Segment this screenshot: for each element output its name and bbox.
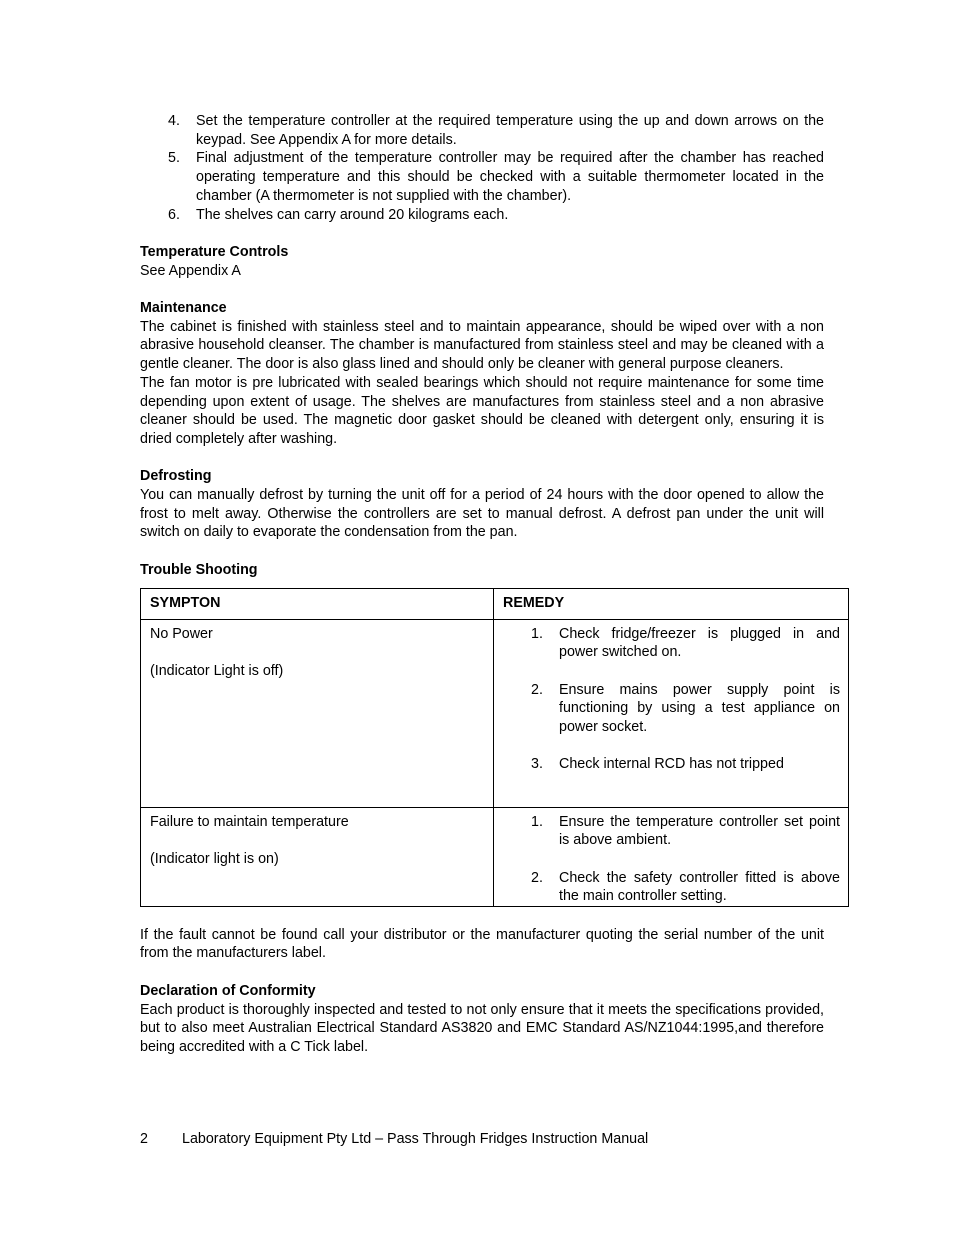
setup-steps-list (140, 112, 824, 224)
declaration-text: Each product is thoroughly inspected and tested to not only ensure that it meets the specifications provided, but to also meet Australian Electrical Standard AS3820 and EMC Standard AS/NZ1044:1995,and therefore being accredited with a C Tick label. (140, 1001, 824, 1055)
list-item-number: 2. (531, 681, 543, 698)
list-item (503, 813, 840, 850)
list-item-text: Ensure mains power supply point is functioning by using a test appliance on power socket. (559, 681, 840, 736)
fault-note: If the fault cannot be found call your distributor or the manufacturer quoting the serial number of the unit from the manufacturers label. (140, 926, 824, 962)
remedy-list (503, 813, 840, 907)
table-row (141, 807, 849, 907)
list-item-number: 2. (531, 869, 543, 886)
indicator-text: (Indicator Light is off) (150, 662, 284, 679)
remedy-column-header: REMEDY (494, 588, 849, 619)
list-item-text: Check internal RCD has not tripped (559, 756, 784, 773)
list-item-number: 6. (168, 206, 180, 223)
list-item-number: 4. (168, 113, 180, 129)
footer-text: Laboratory Equipment Pty Ltd – Pass Through Fridges Instruction Manual (182, 1131, 649, 1147)
symptom-cell (141, 807, 494, 907)
page-content (140, 112, 840, 1057)
trouble-shooting-table (140, 588, 849, 908)
symptom-text: Failure to maintain temperature (150, 813, 349, 830)
list-item-text: Final adjustment of the temperature controller may be required after the chamber has reached operating temperature and this should be checked with a suitable thermometer located in the chamber (A thermometer is not supplied with the chamber). (196, 150, 824, 204)
list-item (503, 625, 840, 662)
page-footer (140, 1130, 840, 1149)
defrosting-heading: Defrosting (140, 468, 212, 485)
symptom-cell (141, 619, 494, 807)
remedy-list (503, 625, 840, 775)
list-item (140, 149, 824, 205)
table-row (141, 619, 849, 807)
list-item-text: Ensure the temperature controller set point is above ambient. (559, 813, 840, 849)
list-item (140, 206, 824, 225)
maintenance-paragraph-2: The fan motor is pre lubricated with sealed bearings which should not require maintenance for some time depending upon extent of usage. The shelves are manufactures from stainless steel and a non abrasive cleaner should be used. The magnetic door gasket should be cleaned with detergent only, ensuring it is dried completely after washing. (140, 374, 824, 447)
symptom-column-header: SYMPTON (141, 588, 494, 619)
list-item (503, 755, 840, 774)
defrosting-text: You can manually defrost by turning the unit off for a period of 24 hours with the door opened to allow the frost to melt away. Otherwise the controllers are set to manual defrost. A defrost pan under the unit will switch on daily to evaporate the condensation from the pan. (140, 487, 824, 541)
declaration-heading: Declaration of Conformity (140, 982, 316, 999)
temperature-controls-heading: Temperature Controls (140, 243, 289, 260)
list-item-number: 3. (531, 756, 543, 773)
list-item (503, 681, 840, 737)
symptom-text: No Power (150, 625, 213, 642)
list-item-number: 1. (531, 813, 543, 830)
trouble-shooting-heading: Trouble Shooting (140, 561, 258, 578)
list-item-text: Check the safety controller fitted is above the main controller setting. (559, 869, 840, 905)
list-item-text: Check fridge/freezer is plugged in and power switched on. (559, 625, 840, 661)
page-number: 2 (140, 1131, 148, 1147)
list-item (503, 869, 840, 906)
temperature-controls-text: See Appendix A (140, 262, 241, 279)
list-item-text: Set the temperature controller at the required temperature using the up and down arrows on the keypad. See Appendix A for more details. (196, 113, 824, 148)
remedy-cell (494, 619, 849, 807)
list-item-number: 1. (531, 625, 543, 642)
table-header-row (141, 588, 849, 619)
maintenance-paragraph-1: The cabinet is finished with stainless steel and to maintain appearance, should be wiped over with a non abrasive household cleanser. The chamber is manufactured from stainless steel and may be cleaned with a gentle cleaner. The door is also glass lined and should only be cleaner with general purpose cleaners. (140, 318, 824, 373)
list-item (140, 112, 824, 149)
list-item-text: The shelves can carry around 20 kilograms each. (196, 206, 509, 223)
list-item-number: 5. (168, 150, 180, 167)
remedy-cell (494, 807, 849, 907)
indicator-text: (Indicator light is on) (150, 850, 279, 867)
maintenance-heading: Maintenance (140, 300, 227, 316)
